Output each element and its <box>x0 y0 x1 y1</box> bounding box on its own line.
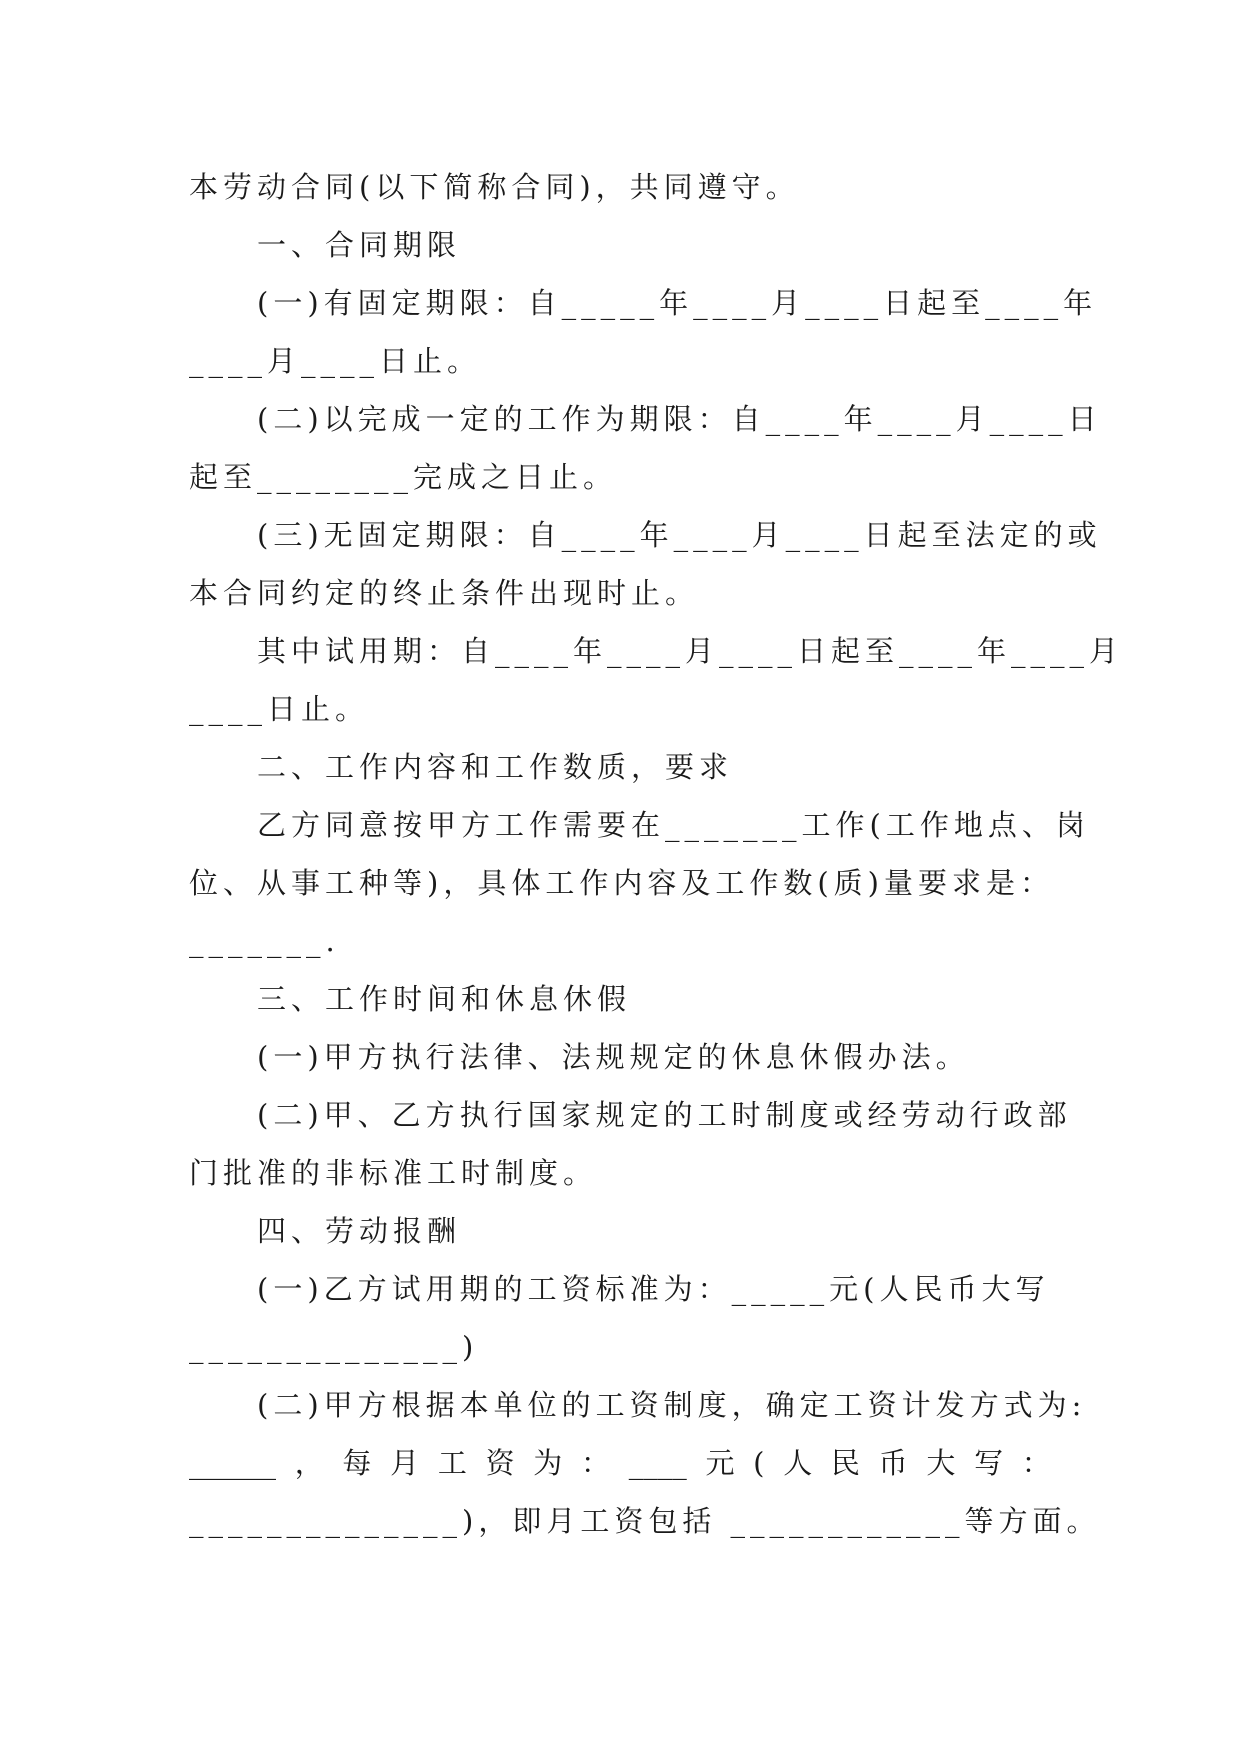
text-line: (一)乙方试用期的工资标准为：_____元(人民币大写 <box>257 1272 1050 1306</box>
text-token: 月 <box>390 1446 420 1480</box>
text-line: ____月____日止。 <box>189 344 482 378</box>
text-token: 资 <box>485 1446 515 1480</box>
text-token: ( <box>753 1446 765 1480</box>
text-line: (二)以完成一定的工作为期限：自____年____月____日 <box>257 402 1102 436</box>
section-heading: 一、合同期限 <box>257 228 462 262</box>
text-line: ____日止。 <box>189 692 370 726</box>
text-line: _______. <box>189 924 340 958</box>
text-token: 每 <box>342 1446 372 1480</box>
text-token: 工 <box>437 1446 467 1480</box>
text-token: 民 <box>830 1446 860 1480</box>
text-line: 本合同约定的终止条件出现时止。 <box>189 576 700 610</box>
text-line: 位、从事工种等)，具体工作内容及工作数(质)量要求是： <box>189 866 1054 900</box>
text-line: (二)甲方根据本单位的工资制度，确定工资计发方式为: <box>257 1388 1087 1422</box>
document-page <box>189 158 1124 1550</box>
text-token: 币 <box>878 1446 908 1480</box>
text-token: 大 <box>926 1446 956 1480</box>
text-line: 乙方同意按甲方工作需要在_______工作(工作地点、岗 <box>257 808 1090 842</box>
text-line: 本劳动合同(以下简称合同)，共同遵守。 <box>189 170 800 204</box>
text-line: (一)甲方执行法律、法规规定的休息休假办法。 <box>257 1040 970 1074</box>
text-line: (二)甲、乙方执行国家规定的工时制度或经劳动行政部 <box>257 1098 1072 1132</box>
text-line: 起至________完成之日止。 <box>189 460 618 494</box>
section-heading: 二、工作内容和工作数质，要求 <box>257 750 734 784</box>
text-line: 门批准的非标准工时制度。 <box>189 1156 598 1190</box>
text-line: 其中试用期：自____年____月____日起至____年____月 <box>257 634 1124 668</box>
justified-line <box>189 1434 1051 1492</box>
blank-field: ____ <box>628 1446 687 1480</box>
section-heading: 三、工作时间和休息休假 <box>257 982 632 1016</box>
text-token: 为 <box>533 1446 563 1480</box>
blank-field: ______ <box>189 1446 276 1480</box>
text-token: 写 <box>974 1446 1004 1480</box>
text-token: 人 <box>783 1446 813 1480</box>
text-line: (一)有固定期限：自_____年____月____日起至____年 <box>257 286 1098 320</box>
text-token: ， <box>294 1446 324 1480</box>
text-line: ______________) <box>189 1330 479 1364</box>
text-line: (三)无固定期限：自____年____月____日起至法定的或 <box>257 518 1102 552</box>
text-token: 元 <box>705 1446 735 1480</box>
text-line: ______________)，即月工资包括 ____________等方面。 <box>189 1504 1101 1538</box>
text-token: ： <box>1021 1446 1051 1480</box>
section-heading: 四、劳动报酬 <box>257 1214 462 1248</box>
text-token: ： <box>581 1446 611 1480</box>
